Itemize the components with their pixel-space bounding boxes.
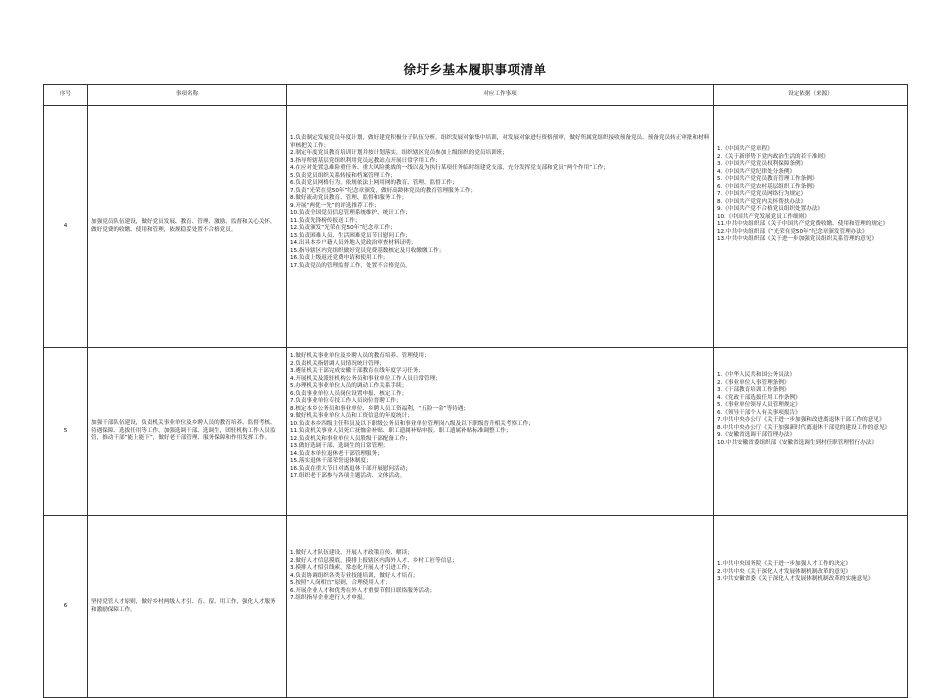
basis-item: 8.中共中央办公厅《关于加强新时代离退休干部党的建设工作的意见》: [717, 424, 891, 431]
work-item: 12.负责机关和事业单位人员股级干部配备工作；: [290, 435, 411, 442]
work-item: 16.负责在重大节日对离退休干部开展慰问活动；: [290, 465, 411, 472]
work-item: 15.落实退休干部荣誉退休制度；: [290, 458, 372, 464]
work-item: 17.负责党员的管理监督工作，处置不合格党员。: [290, 262, 411, 269]
work-item: 1.做好机关事业单位及乡聘人员的教育培养、管理使用；: [290, 353, 430, 359]
work-item: 5.按照“人岗相宜”原则，合理使用人才；: [290, 580, 391, 586]
work-item: 13.做好选调干部、选调生的日常管理；: [290, 443, 389, 449]
item-name: 坚持党管人才原则，做好乡村两级人才引、育、留、用工作，强化人才服务和激励保障工作。: [88, 516, 287, 698]
work-item: 11.负责先锋榜传报送工作；: [290, 217, 361, 224]
work-item: 2.制定年度党员教育培训计划并按计划落实，组织辖区党员参加上级组织的党员培训班；: [290, 150, 508, 156]
item-name: 加强干部队伍建设，负责机关事业单位及乡聘人员的教育培养、监督考核、待遇保障、选拔任用等工作，加强选调干部、选调生，团驻机构工作人员监管，推动干部“能上能下”，做好老干部管理、服务保障和作用发挥工作。: [88, 348, 287, 516]
basis-item: 9.《安徽省选调干部管理办法》: [717, 432, 796, 438]
duty-table: [43, 84, 908, 698]
work-item: 1.做好人才队伍建设，开展人才政策宣传、解读；: [290, 550, 413, 556]
work-item: 9.开展“两优一先”的评选推荐工作；: [290, 202, 380, 209]
basis-item: 7.《中国共产党党员网络行为规定》: [717, 191, 807, 197]
basis-item: 10.《中国共产党发展党员工作细则》: [717, 213, 810, 220]
table-header-row: [44, 85, 908, 106]
basis-item: 2.《关于新形势下党内政治生活的若干准则》: [717, 153, 829, 160]
work-item: 13.负责困难人员、生活困难党员节日慰问工作；: [290, 232, 411, 239]
work-item: 1.负责制定发展党员年度计划，做好建党积极分子队伍分析，组织发展对象集中培训，对发展对象进行资格预审，做好所属党组织接收预备党员、预备党员转正审批和材料审核把关工作；: [290, 135, 710, 149]
basis-item: 1.《中华人民共和国公务员法》: [717, 372, 796, 378]
work-item: 3.摸排人才招引线索，常态化开展人才引进工作；: [290, 565, 413, 571]
item-name: 加强党员队伍建设，做好党员发展、教育、管理、激励、监督和关心关怀，做好党费的收缴、使用和管理，依规稳妥处置不合格党员。: [88, 106, 287, 348]
work-item: 5.负责党员组织关系转接和档案管理工作；: [290, 172, 397, 179]
work-item: 4.在应对处置急难险重任务、重大风险挑战的一线以及为执行某项任务临时组建党支部，充分发挥党支部和党员“两个作用”工作；: [290, 165, 609, 171]
work-item: 7.负责事业单位专技工作人员岗位晋聘工作；: [290, 398, 402, 404]
work-items: [287, 348, 714, 516]
table-row: [44, 516, 908, 698]
work-item: 10.负责本乡四级主任科员及以下职级公务员和事业单位管理岗八级及以下职级晋升相关考察工作；: [290, 420, 534, 427]
row-number: 4: [44, 106, 88, 348]
work-item: 4.开展机关及派驻机构公务员和事业单位工作人员日常管理；: [290, 375, 441, 382]
header-num: 序号: [44, 85, 88, 106]
basis-item: 2.中共中央《关于深化人才发展体制机制改革的意见》: [717, 568, 851, 575]
work-item: 11.负责机关事业人员死亡抚恤金补贴、职工遗属补贴申报、职工遗属补贴标准调整工作；: [290, 428, 512, 434]
basis-list: [714, 348, 908, 516]
work-item: 3.遴征机关干部完成安徽干部教育在线年度学习任务；: [290, 368, 424, 374]
work-item: 6.负责事业单位人员岗位设置申报、核定工作；: [290, 390, 408, 397]
basis-item: 3.《中国共产党党员权利保障条例》: [717, 161, 807, 167]
row-number: 5: [44, 348, 88, 516]
basis-item: 1.《中国共产党章程》: [717, 146, 773, 152]
header-name: 事项名称: [88, 85, 287, 106]
basis-list: [714, 516, 908, 698]
work-item: 7.负责“光荣在党50年”纪念章颁发，做好高龄体党员的教育管理服务工作；: [290, 187, 477, 194]
work-item: 5.办理机关事业单位人员的调动工作关系手续；: [290, 383, 408, 389]
work-item: 7.组织指导企业进行人才申报。: [290, 595, 369, 601]
basis-item: 4.《党政干部选拔任用工作条例》: [717, 394, 801, 401]
basis-item: 7.中共中央办公厅《关于进一步加强和改进离退休干部工作的意见》: [717, 417, 885, 423]
basis-item: 3.中共安徽省委《关于深化人才发展体制机制改革的实施意见》: [717, 576, 874, 582]
work-item: 15.指导辖区内党组织做好党员党费基数核定及月收缴缴工作；: [290, 247, 445, 254]
basis-item: 9.《中国共产党不合格党员组织处置办法》: [717, 206, 824, 212]
work-item: 9.做好机关事业单位人员和工资信息的年度统计；: [290, 413, 413, 419]
work-item: 16.负责上级返还党费申请和使用工作；: [290, 255, 389, 261]
basis-item: 13.中共中央组织部《关于进一步加强党员组织关系管理的意见》: [717, 236, 877, 242]
work-item: 12.负责颁发“光荣在党50年”纪念章工作；: [290, 225, 396, 231]
table-row: [44, 348, 908, 516]
work-item: 6.负责党员网格行为，依规依法上网用网的教育、管理、监督工作；: [290, 180, 458, 186]
row-number: 6: [44, 516, 88, 698]
work-item: 8.核定本乡公务员和事业单位、乡聘人员工资福利，“五险一金”等待遇;: [290, 405, 466, 412]
basis-item: 5.《中国共产党党员教育管理工作条例》: [717, 176, 818, 182]
work-items: [287, 106, 714, 348]
work-item: 3.指导所辖基层党组织利用党员远教站点开展日常学用工作；: [290, 157, 441, 164]
basis-item: 3.《干部教育培训工作条例》: [717, 387, 790, 393]
page-title: 徐圩乡基本履职事项清单: [403, 62, 547, 77]
basis-list: [714, 106, 908, 348]
work-item: 14.出具本乡户籍人员外地入党政治审查材料证明；: [290, 240, 417, 246]
work-item: 8.做好流动党员教育、管理、监督和服务工作；: [290, 195, 408, 201]
basis-item: 10.中共安徽省委组织部《安徽省选调生到村任职管理暂行办法》: [717, 439, 877, 446]
basis-item: 12.中共中央组织部《“光荣在党50年”纪念章颁发管理办法》: [717, 228, 868, 235]
header-basis: 设定依据（来源）: [714, 85, 908, 106]
work-item: 17.组织老干部参与各项主题活动、文体活动。: [290, 473, 406, 479]
work-item: 6.开展企业人才和优秀在外人才重要节假日联络服务活动；: [290, 587, 436, 594]
basis-item: 5.《事业单位领导人员管理规定》: [717, 402, 801, 408]
basis-item: 6.《中国共产党农村基层组织工作条例》: [717, 183, 818, 190]
work-item: 14.负责本单位退休老干部管理服务；: [290, 450, 383, 457]
work-item: 4.负责协调组织各类专业技能培训，做好人才培育；: [290, 572, 419, 579]
work-item: 10.负责全国党员信息管理系统维护、统计工作；: [290, 210, 411, 216]
basis-item: 2.《事业单位人事管理条例》: [717, 379, 790, 386]
work-item: 2.做好人才信息摸底，摸排上报辖区内海外人才、乡村工匠等信息；: [290, 557, 458, 564]
basis-item: 4.《中国共产党纪律处分条例》: [717, 168, 796, 175]
work-items: [287, 516, 714, 698]
header-tasks: 对应工作事项: [287, 85, 714, 106]
basis-item: 6.《领导干部个人有关事项报告》: [717, 409, 801, 416]
basis-item: 8.《中国共产党党内关怀帮扶办法》: [717, 198, 807, 205]
table-row: [44, 106, 908, 348]
basis-item: 1.中共中央国务院《关于进一步加强人才工作的决定》: [717, 561, 851, 567]
basis-item: 11.中共中央组织部《关于中国共产党党费收缴、使用和管理的规定》: [717, 221, 889, 227]
work-item: 2.负责机关指借调人员情况统计管理；: [290, 360, 385, 367]
